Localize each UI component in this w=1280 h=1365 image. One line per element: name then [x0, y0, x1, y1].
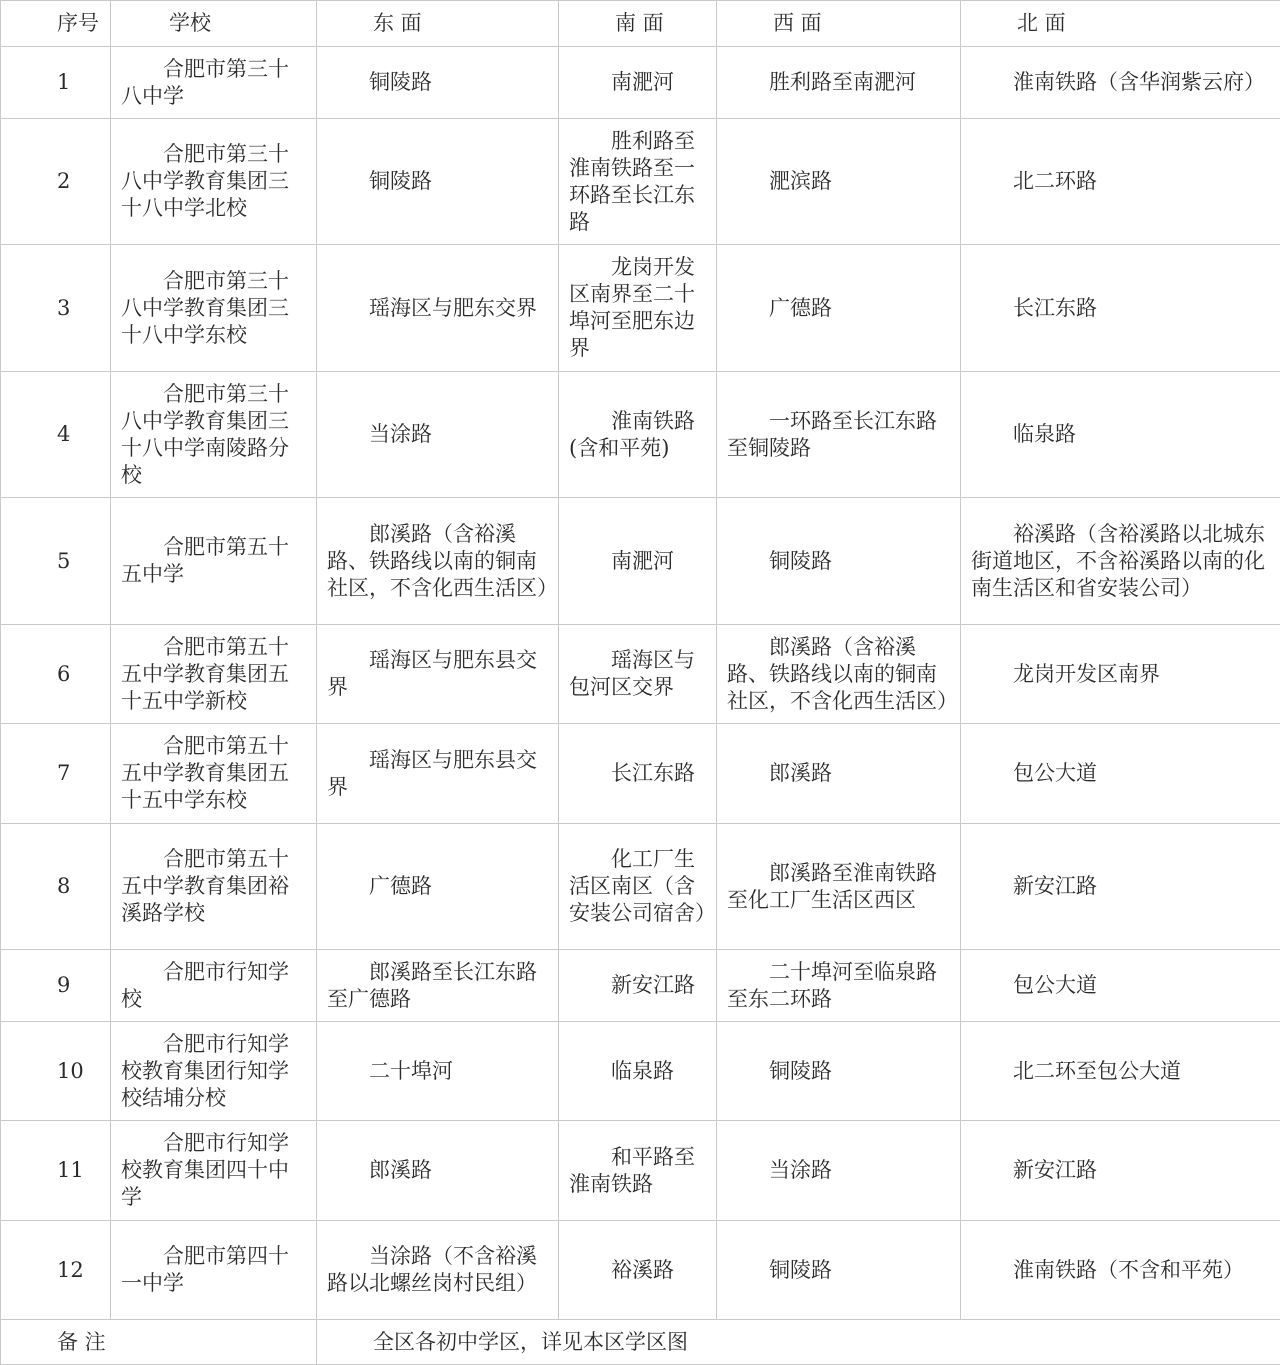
row-number: 11: [1, 1121, 111, 1221]
west-boundary: 铜陵路: [717, 498, 961, 625]
row-number: 7: [1, 724, 111, 824]
note-row: [1, 1320, 1280, 1365]
south-boundary: 淮南铁路(含和平苑): [559, 372, 717, 498]
school-name: 合肥市第三十八中学教育集团三十八中学北校: [111, 119, 317, 245]
school-name: 合肥市第三十八中学: [111, 47, 317, 119]
school-name: 合肥市第四十一中学: [111, 1221, 317, 1320]
north-boundary: 裕溪路（含裕溪路以北城东街道地区，不含裕溪路以南的化南生活区和省安装公司）: [961, 498, 1280, 625]
school-name: 合肥市第三十八中学教育集团三十八中学南陵路分校: [111, 372, 317, 498]
table-row: [1, 245, 1280, 372]
south-boundary: 南淝河: [559, 498, 717, 625]
school-name: 合肥市第三十八中学教育集团三十八中学东校: [111, 245, 317, 372]
south-boundary: 裕溪路: [559, 1221, 717, 1320]
east-boundary: 当涂路: [317, 372, 559, 498]
table-row: [1, 824, 1280, 950]
north-boundary: 新安江路: [961, 824, 1280, 950]
south-boundary: 胜利路至淮南铁路至一环路至长江东路: [559, 119, 717, 245]
header-west: 西 面: [717, 1, 961, 47]
east-boundary: 铜陵路: [317, 47, 559, 119]
east-boundary: 瑶海区与肥东交界: [317, 245, 559, 372]
east-boundary: 瑶海区与肥东县交界: [317, 625, 559, 724]
south-boundary: 临泉路: [559, 1022, 717, 1121]
table-row: [1, 1221, 1280, 1320]
east-boundary: 当涂路（不含裕溪路以北螺丝岗村民组）: [317, 1221, 559, 1320]
note-text: 全区各初中学区，详见本区学区图: [317, 1320, 1280, 1365]
row-number: 2: [1, 119, 111, 245]
north-boundary: 包公大道: [961, 724, 1280, 824]
south-boundary: 新安江路: [559, 950, 717, 1022]
west-boundary: 一环路至长江东路至铜陵路: [717, 372, 961, 498]
north-boundary: 淮南铁路（含华润紫云府）: [961, 47, 1280, 119]
east-boundary: 郎溪路: [317, 1121, 559, 1221]
school-name: 合肥市第五十五中学: [111, 498, 317, 625]
row-number: 9: [1, 950, 111, 1022]
north-boundary: 长江东路: [961, 245, 1280, 372]
west-boundary: 广德路: [717, 245, 961, 372]
west-boundary: 淝滨路: [717, 119, 961, 245]
table-row: [1, 1022, 1280, 1121]
west-boundary: 郎溪路: [717, 724, 961, 824]
school-name: 合肥市行知学校教育集团四十中学: [111, 1121, 317, 1221]
west-boundary: 郎溪路（含裕溪路、铁路线以南的铜南社区，不含化西生活区）: [717, 625, 961, 724]
west-boundary: 当涂路: [717, 1121, 961, 1221]
north-boundary: 龙岗开发区南界: [961, 625, 1280, 724]
north-boundary: 北二环路: [961, 119, 1280, 245]
header-row: [1, 1, 1280, 47]
header-north: 北 面: [961, 1, 1280, 47]
table-row: [1, 1121, 1280, 1221]
south-boundary: 化工厂生活区南区（含安装公司宿舍）: [559, 824, 717, 950]
note-label: 备 注: [1, 1320, 317, 1365]
row-number: 3: [1, 245, 111, 372]
table-row: [1, 119, 1280, 245]
south-boundary: 南淝河: [559, 47, 717, 119]
west-boundary: 二十埠河至临泉路至东二环路: [717, 950, 961, 1022]
table-row: [1, 498, 1280, 625]
row-number: 8: [1, 824, 111, 950]
south-boundary: 长江东路: [559, 724, 717, 824]
south-boundary: 龙岗开发区南界至二十埠河至肥东边界: [559, 245, 717, 372]
row-number: 4: [1, 372, 111, 498]
school-name: 合肥市第五十五中学教育集团裕溪路学校: [111, 824, 317, 950]
header-seq: 序号: [1, 1, 111, 47]
west-boundary: 铜陵路: [717, 1221, 961, 1320]
table-row: [1, 950, 1280, 1022]
row-number: 1: [1, 47, 111, 119]
west-boundary: 郎溪路至淮南铁路至化工厂生活区西区: [717, 824, 961, 950]
table-row: [1, 372, 1280, 498]
south-boundary: 和平路至淮南铁路: [559, 1121, 717, 1221]
row-number: 6: [1, 625, 111, 724]
north-boundary: 新安江路: [961, 1121, 1280, 1221]
north-boundary: 包公大道: [961, 950, 1280, 1022]
header-east: 东 面: [317, 1, 559, 47]
school-name: 合肥市第五十五中学教育集团五十五中学新校: [111, 625, 317, 724]
east-boundary: 二十埠河: [317, 1022, 559, 1121]
school-name: 合肥市第五十五中学教育集团五十五中学东校: [111, 724, 317, 824]
header-south: 南 面: [559, 1, 717, 47]
south-boundary: 瑶海区与包河区交界: [559, 625, 717, 724]
school-name: 合肥市行知学校教育集团行知学校结埔分校: [111, 1022, 317, 1121]
east-boundary: 广德路: [317, 824, 559, 950]
north-boundary: 临泉路: [961, 372, 1280, 498]
west-boundary: 铜陵路: [717, 1022, 961, 1121]
east-boundary: 郎溪路至长江东路至广德路: [317, 950, 559, 1022]
east-boundary: 郎溪路（含裕溪路、铁路线以南的铜南社区，不含化西生活区）: [317, 498, 559, 625]
table-row: [1, 625, 1280, 724]
west-boundary: 胜利路至南淝河: [717, 47, 961, 119]
north-boundary: 淮南铁路（不含和平苑）: [961, 1221, 1280, 1320]
table-row: [1, 47, 1280, 119]
header-school: 学校: [111, 1, 317, 47]
east-boundary: 铜陵路: [317, 119, 559, 245]
school-name: 合肥市行知学校: [111, 950, 317, 1022]
row-number: 10: [1, 1022, 111, 1121]
table-row: [1, 724, 1280, 824]
row-number: 5: [1, 498, 111, 625]
north-boundary: 北二环至包公大道: [961, 1022, 1280, 1121]
row-number: 12: [1, 1221, 111, 1320]
east-boundary: 瑶海区与肥东县交界: [317, 724, 559, 824]
